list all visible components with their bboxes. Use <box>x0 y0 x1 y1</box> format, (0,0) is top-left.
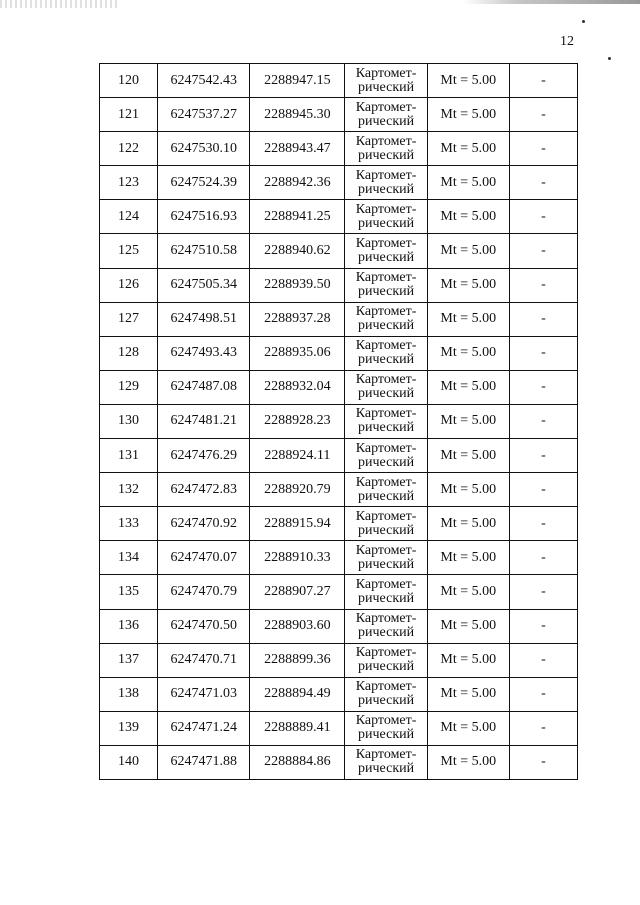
accuracy-cell: Mt = 5.00 <box>427 166 509 200</box>
table-row <box>100 473 578 507</box>
point-number-cell: 125 <box>100 234 158 268</box>
table-row <box>100 234 578 268</box>
table-row <box>100 575 578 609</box>
note-cell: - <box>509 98 577 132</box>
y-coordinate-cell: 2288935.06 <box>250 336 345 370</box>
table-row <box>100 643 578 677</box>
method-cell <box>345 575 427 609</box>
accuracy-cell: Mt = 5.00 <box>427 98 509 132</box>
table-row <box>100 609 578 643</box>
point-number-cell: 135 <box>100 575 158 609</box>
table-row <box>100 439 578 473</box>
y-coordinate-cell: 2288920.79 <box>250 473 345 507</box>
x-coordinate-cell: 6247470.92 <box>158 507 250 541</box>
method-text-line: рический <box>358 318 415 334</box>
accuracy-cell: Mt = 5.00 <box>427 404 509 438</box>
method-text-line: Картомет- <box>355 508 417 524</box>
note-cell: - <box>509 132 577 166</box>
method-text-line: рический <box>358 352 415 368</box>
note-cell: - <box>509 473 577 507</box>
method-text-line: Картомет- <box>355 167 417 183</box>
point-number-cell: 122 <box>100 132 158 166</box>
method-cell <box>345 302 427 336</box>
note-cell: - <box>509 439 577 473</box>
point-number-cell: 132 <box>100 473 158 507</box>
note-cell: - <box>509 404 577 438</box>
accuracy-cell: Mt = 5.00 <box>427 234 509 268</box>
method-cell <box>345 132 427 166</box>
x-coordinate-cell: 6247471.88 <box>158 745 250 779</box>
method-cell <box>345 745 427 779</box>
y-coordinate-cell: 2288942.36 <box>250 166 345 200</box>
method-text-line: рический <box>358 761 415 777</box>
accuracy-cell: Mt = 5.00 <box>427 370 509 404</box>
note-cell: - <box>509 609 577 643</box>
method-text-line: рический <box>358 250 415 266</box>
table-row <box>100 98 578 132</box>
x-coordinate-cell: 6247510.58 <box>158 234 250 268</box>
scan-artifact-top-left <box>0 0 120 8</box>
method-text-line: рический <box>358 181 415 197</box>
note-cell: - <box>509 711 577 745</box>
x-coordinate-cell: 6247537.27 <box>158 98 250 132</box>
point-number-cell: 123 <box>100 166 158 200</box>
page-number: 12 <box>560 34 574 49</box>
y-coordinate-cell: 2288939.50 <box>250 268 345 302</box>
y-coordinate-cell: 2288910.33 <box>250 541 345 575</box>
x-coordinate-cell: 6247472.83 <box>158 473 250 507</box>
note-cell: - <box>509 745 577 779</box>
method-text-line: рический <box>358 693 415 709</box>
y-coordinate-cell: 2288899.36 <box>250 643 345 677</box>
table-row <box>100 302 578 336</box>
y-coordinate-cell: 2288947.15 <box>250 64 345 98</box>
method-text-line: Картомет- <box>355 747 417 763</box>
method-text-line: рический <box>358 659 415 675</box>
note-cell: - <box>509 64 577 98</box>
point-number-cell: 133 <box>100 507 158 541</box>
x-coordinate-cell: 6247470.79 <box>158 575 250 609</box>
method-text-line: Картомет- <box>355 236 417 252</box>
point-number-cell: 138 <box>100 677 158 711</box>
method-text-line: рический <box>358 454 415 470</box>
y-coordinate-cell: 2288928.23 <box>250 404 345 438</box>
x-coordinate-cell: 6247524.39 <box>158 166 250 200</box>
x-coordinate-cell: 6247516.93 <box>158 200 250 234</box>
y-coordinate-cell: 2288889.41 <box>250 711 345 745</box>
method-text-line: рический <box>358 215 415 231</box>
note-cell: - <box>509 677 577 711</box>
point-number-cell: 136 <box>100 609 158 643</box>
x-coordinate-cell: 6247498.51 <box>158 302 250 336</box>
accuracy-cell: Mt = 5.00 <box>427 64 509 98</box>
accuracy-cell: Mt = 5.00 <box>427 575 509 609</box>
y-coordinate-cell: 2288915.94 <box>250 507 345 541</box>
x-coordinate-cell: 6247481.21 <box>158 404 250 438</box>
point-number-cell: 124 <box>100 200 158 234</box>
method-text-line: рический <box>358 522 415 538</box>
table-row <box>100 745 578 779</box>
point-number-cell: 137 <box>100 643 158 677</box>
accuracy-cell: Mt = 5.00 <box>427 677 509 711</box>
point-number-cell: 134 <box>100 541 158 575</box>
method-cell <box>345 711 427 745</box>
table-row <box>100 711 578 745</box>
accuracy-cell: Mt = 5.00 <box>427 745 509 779</box>
method-cell <box>345 98 427 132</box>
point-number-cell: 126 <box>100 268 158 302</box>
table-row <box>100 166 578 200</box>
method-cell <box>345 268 427 302</box>
x-coordinate-cell: 6247470.50 <box>158 609 250 643</box>
method-text-line: Картомет- <box>355 304 417 320</box>
method-text-line: рический <box>358 79 415 95</box>
method-cell <box>345 507 427 541</box>
x-coordinate-cell: 6247471.03 <box>158 677 250 711</box>
method-cell <box>345 404 427 438</box>
method-cell <box>345 166 427 200</box>
method-text-line: Картомет- <box>355 201 417 217</box>
accuracy-cell: Mt = 5.00 <box>427 268 509 302</box>
note-cell: - <box>509 370 577 404</box>
method-cell <box>345 64 427 98</box>
method-text-line: Картомет- <box>355 270 417 286</box>
note-cell: - <box>509 643 577 677</box>
note-cell: - <box>509 166 577 200</box>
x-coordinate-cell: 6247476.29 <box>158 439 250 473</box>
accuracy-cell: Mt = 5.00 <box>427 132 509 166</box>
coordinates-table-body <box>100 64 578 780</box>
accuracy-cell: Mt = 5.00 <box>427 711 509 745</box>
y-coordinate-cell: 2288924.11 <box>250 439 345 473</box>
table-row <box>100 507 578 541</box>
method-text-line: рический <box>358 420 415 436</box>
method-cell <box>345 200 427 234</box>
note-cell: - <box>509 200 577 234</box>
scan-speck <box>582 20 585 23</box>
table-row <box>100 200 578 234</box>
method-text-line: рический <box>358 625 415 641</box>
method-text-line: Картомет- <box>355 133 417 149</box>
y-coordinate-cell: 2288937.28 <box>250 302 345 336</box>
x-coordinate-cell: 6247505.34 <box>158 268 250 302</box>
y-coordinate-cell: 2288903.60 <box>250 609 345 643</box>
y-coordinate-cell: 2288932.04 <box>250 370 345 404</box>
coordinates-table <box>99 63 578 780</box>
method-text-line: Картомет- <box>355 338 417 354</box>
point-number-cell: 120 <box>100 64 158 98</box>
y-coordinate-cell: 2288941.25 <box>250 200 345 234</box>
x-coordinate-cell: 6247470.71 <box>158 643 250 677</box>
point-number-cell: 139 <box>100 711 158 745</box>
method-cell <box>345 336 427 370</box>
accuracy-cell: Mt = 5.00 <box>427 643 509 677</box>
accuracy-cell: Mt = 5.00 <box>427 200 509 234</box>
table-row <box>100 64 578 98</box>
method-text-line: Картомет- <box>355 713 417 729</box>
scan-artifact-top-right <box>463 0 640 4</box>
method-text-line: Картомет- <box>355 65 417 81</box>
y-coordinate-cell: 2288884.86 <box>250 745 345 779</box>
y-coordinate-cell: 2288945.30 <box>250 98 345 132</box>
method-cell <box>345 677 427 711</box>
method-text-line: Картомет- <box>355 576 417 592</box>
x-coordinate-cell: 6247470.07 <box>158 541 250 575</box>
note-cell: - <box>509 507 577 541</box>
table-row <box>100 268 578 302</box>
accuracy-cell: Mt = 5.00 <box>427 336 509 370</box>
method-cell <box>345 439 427 473</box>
method-text-line: рический <box>358 556 415 572</box>
accuracy-cell: Mt = 5.00 <box>427 609 509 643</box>
point-number-cell: 140 <box>100 745 158 779</box>
method-cell <box>345 643 427 677</box>
y-coordinate-cell: 2288907.27 <box>250 575 345 609</box>
method-text-line: Картомет- <box>355 440 417 456</box>
method-text-line: Картомет- <box>355 679 417 695</box>
method-text-line: Картомет- <box>355 542 417 558</box>
y-coordinate-cell: 2288894.49 <box>250 677 345 711</box>
table-row <box>100 132 578 166</box>
note-cell: - <box>509 268 577 302</box>
point-number-cell: 131 <box>100 439 158 473</box>
note-cell: - <box>509 541 577 575</box>
method-text-line: рический <box>358 488 415 504</box>
point-number-cell: 130 <box>100 404 158 438</box>
method-text-line: рический <box>358 727 415 743</box>
x-coordinate-cell: 6247542.43 <box>158 64 250 98</box>
y-coordinate-cell: 2288943.47 <box>250 132 345 166</box>
method-cell <box>345 234 427 268</box>
point-number-cell: 121 <box>100 98 158 132</box>
method-text-line: рический <box>358 147 415 163</box>
note-cell: - <box>509 336 577 370</box>
note-cell: - <box>509 234 577 268</box>
method-text-line: рический <box>358 113 415 129</box>
accuracy-cell: Mt = 5.00 <box>427 541 509 575</box>
method-text-line: Картомет- <box>355 372 417 388</box>
accuracy-cell: Mt = 5.00 <box>427 439 509 473</box>
note-cell: - <box>509 575 577 609</box>
method-cell <box>345 541 427 575</box>
scan-speck <box>608 57 611 60</box>
x-coordinate-cell: 6247530.10 <box>158 132 250 166</box>
x-coordinate-cell: 6247471.24 <box>158 711 250 745</box>
method-cell <box>345 473 427 507</box>
accuracy-cell: Mt = 5.00 <box>427 302 509 336</box>
table-row <box>100 541 578 575</box>
table-row <box>100 404 578 438</box>
x-coordinate-cell: 6247493.43 <box>158 336 250 370</box>
y-coordinate-cell: 2288940.62 <box>250 234 345 268</box>
method-cell <box>345 609 427 643</box>
method-text-line: Картомет- <box>355 645 417 661</box>
accuracy-cell: Mt = 5.00 <box>427 473 509 507</box>
x-coordinate-cell: 6247487.08 <box>158 370 250 404</box>
method-text-line: Картомет- <box>355 611 417 627</box>
point-number-cell: 128 <box>100 336 158 370</box>
table-row <box>100 370 578 404</box>
point-number-cell: 129 <box>100 370 158 404</box>
method-text-line: Картомет- <box>355 406 417 422</box>
method-cell <box>345 370 427 404</box>
note-cell: - <box>509 302 577 336</box>
table-row <box>100 336 578 370</box>
method-text-line: рический <box>358 284 415 300</box>
method-text-line: Картомет- <box>355 99 417 115</box>
accuracy-cell: Mt = 5.00 <box>427 507 509 541</box>
point-number-cell: 127 <box>100 302 158 336</box>
method-text-line: рический <box>358 386 415 402</box>
method-text-line: рический <box>358 590 415 606</box>
table-row <box>100 677 578 711</box>
method-text-line: Картомет- <box>355 474 417 490</box>
